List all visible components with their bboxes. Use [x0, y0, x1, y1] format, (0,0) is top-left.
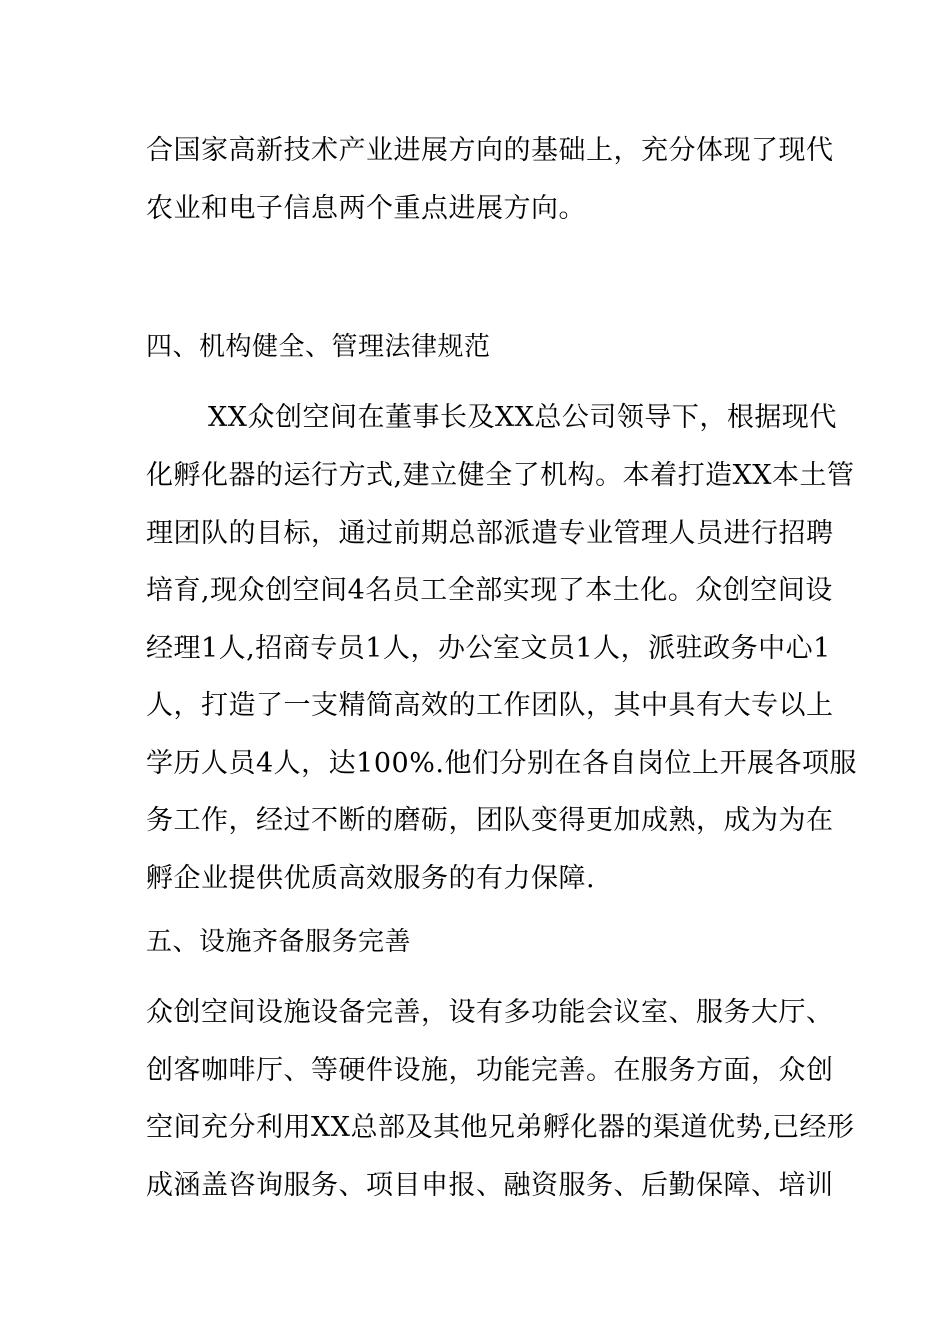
paragraph-line: 人，打造了一支精简高效的工作团队，其中具有大专以上	[146, 690, 834, 721]
paragraph-line: 农业和电子信息两个重点进展方向。	[146, 193, 586, 224]
paragraph-line: 孵企业提供优质高效服务的有力保障.	[146, 863, 596, 894]
paragraph-line: 经理1人,招商专员1人，办公室文员1人，派驻政务中心1	[146, 633, 831, 664]
paragraph-line: 合国家高新技术产业进展方向的基础上，充分体现了现代	[146, 135, 834, 166]
paragraph-line: 成涵盖咨询服务、项目申报、融资服务、后勤保障、培训	[146, 1170, 834, 1201]
paragraph-line: 化孵化器的运行方式,建立健全了机构。本着打造XX本土管	[146, 460, 855, 491]
section-heading-5: 五、设施齐备服务完善	[146, 927, 412, 957]
paragraph-line: 空间充分利用XX总部及其他兄弟孵化器的渠道优势,已经形	[146, 1112, 855, 1143]
paragraph-line: XX众创空间在董事长及XX总公司领导下，根据现代	[208, 402, 837, 433]
paragraph-line: 务工作，经过不断的磨砺，团队变得更加成熟，成为为在	[146, 805, 834, 836]
paragraph-line: 学历人员4人，达100%.他们分别在各自岗位上开展各项服	[146, 748, 857, 779]
paragraph-line: 培育,现众创空间4名员工全部实现了本土化。众创空间设	[146, 575, 833, 606]
paragraph-line: 创客咖啡厅、等硬件设施，功能完善。在服务方面，众创	[146, 1055, 834, 1086]
paragraph-line: 众创空间设施设备完善，设有多功能会议室、服务大厅、	[146, 997, 834, 1028]
section-heading-4: 四、机构健全、管理法律规范	[146, 332, 491, 362]
paragraph-line: 理团队的目标，通过前期总部派遣专业管理人员进行招聘	[146, 518, 834, 549]
